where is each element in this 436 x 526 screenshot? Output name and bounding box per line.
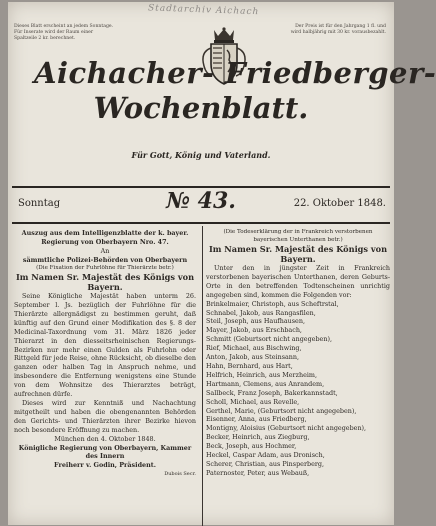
issue-number: № 43. — [166, 188, 236, 214]
list-item: Eisenner, Anna, aus Friedberg, — [206, 415, 307, 424]
list-item: Rief, Michael, aus Bischwing, — [206, 344, 302, 353]
left-column — [14, 229, 196, 479]
left-place-date: München den 4. Oktober 1848. — [54, 434, 156, 443]
left-royal-heading: Im Namen Sr. Majestät des Königs von Bayern. — [15, 272, 195, 293]
list-item: Helfrich, Heinrich, aus Merzheim, — [206, 370, 318, 379]
name-list — [206, 300, 390, 478]
list-item: Anton, Jakob, aus Steinsann, — [206, 353, 300, 362]
list-item: Sallbeck, Franz Joseph, Bakerkannstadt, — [206, 388, 338, 397]
column-divider — [202, 226, 203, 526]
left-an: An — [100, 246, 110, 255]
issue-date: 22. Oktober 1848. — [293, 198, 386, 209]
issue-weekday: Sonntag — [18, 198, 61, 209]
list-item: Montigny, Aloisius (Geburtsort nicht angegeben), — [206, 424, 367, 433]
left-signer: Freiherr v. Godin, Präsident. — [54, 461, 156, 470]
masthead-title-line-2: Wochenblatt. — [93, 91, 309, 125]
subscription-notice-right: Der Preis ist für den Jahrgang 1 fl. und wird halbjährig mit 30 kr. vorausbezahlt. — [290, 24, 386, 35]
subscription-notice-left: Dieses Blatt erscheint an jedem Sonntage. Für Inserate wird der Raum einer Spaltzeile 2 kr. berechnet. — [14, 24, 114, 41]
list-item: Becker, Heinrich, aus Ziegburg, — [206, 433, 310, 442]
list-item: Hartmann, Clemens, aus Anrandem, — [206, 379, 325, 388]
masthead-title-line-1: Aichacher- Friedberger- — [34, 56, 436, 90]
dateline — [12, 188, 390, 218]
newspaper-page — [8, 2, 436, 525]
list-item: Paternoster, Peter, aus Webauß, — [206, 468, 310, 477]
list-item: Schmitt (Geburtsort nicht angegeben), — [206, 335, 332, 344]
masthead-motto: Für Gott, König und Vaterland. — [131, 150, 271, 160]
list-item: Steil, Joseph, aus Haufhausen, — [206, 317, 305, 326]
left-addressees-note: (Die Fixation der Fuhrlöhne für Thierärzte betr.) — [36, 264, 174, 271]
right-note: (Die Todeserklärung der in Frankreich verstorbenen bayerischen Unterthanen betr.) — [223, 229, 373, 243]
list-item: Schnabel, Jakob, aus Rangasfilen, — [206, 308, 316, 317]
handwritten-annotation: Stadtarchiv Aichach — [147, 3, 260, 18]
list-item: Scholl, Michael, aus Revelle, — [206, 397, 300, 406]
right-royal-heading: Im Namen Sr. Majestät des Königs von Bayern. — [208, 244, 388, 264]
left-body-1: Seine Königliche Majestät haben unterm 26. September l. Js. bezüglich der Fuhrlöhne für die Thierärzte allergnädigst zu bestimmen geruht, daß künftig auf den Grund einer Modifikation des §. 8 der Medicinal-Taxordnung vom 31. März 1826 jeder Thierarzt in den diesseitsrheinischen Regierungs-Bezirken nur mehr einen Gulden als Fuhrlohn oder Rittgeld für jede Reise, ohne Rücksicht, ob dieselbe den ganzen oder halben Tag in Anspruch nehme, und insbesondere die Entfernung wenigstens eine Stunde von dem Wohnsitze des Thierarztes beträgt, aufrechnen dürfe. — [14, 292, 196, 399]
list-item: Beck, Joseph, aus Hochmer, — [206, 442, 297, 451]
list-item: Hahn, Bernhard, aus Hart, — [206, 361, 293, 370]
right-column — [206, 229, 390, 478]
right-intro: Unter den in jüngster Zeit in Frankreich verstorbenen bayerischen Unterthanen, deren Geburts-Orte in den betreffenden Todtenscheinen unrichtig angegeben sind, kommen die Folgenden vor: — [206, 264, 390, 299]
left-heading: Auszug aus dem Intelligenzblatte der k. bayer. Regierung von Oberbayern Nro. 47. — [21, 229, 189, 246]
left-addressees: sämmtliche Polizei-Behörden von Oberbayern — [22, 255, 188, 264]
left-clerk: Dubois Secr. — [164, 471, 196, 478]
list-item: Heckel, Caspar Adam, aus Dronisch, — [206, 451, 325, 460]
list-item: Mayer, Jakob, aus Erschbach, — [206, 326, 302, 335]
dateline-bottom-rule — [12, 222, 390, 224]
left-body-2: Dieses wird zur Kenntniß und Nachachtung mitgetheilt und haben die obengenannten Behörden den Gerichts- und Thierärzten ihrer Bezirke hievon noch besondere Eröffnung zu machen. — [14, 399, 196, 434]
list-item: Scherer, Christian, aus Pinsperberg, — [206, 459, 325, 468]
list-item: Gerthel, Marie, (Geburtsort nicht angegeben), — [206, 406, 357, 415]
list-item: Brinkelmaier, Christoph, aus Scheftrstal, — [206, 299, 339, 308]
left-authority: Königliche Regierung von Oberbayern, Kammer des Innern — [18, 443, 192, 461]
